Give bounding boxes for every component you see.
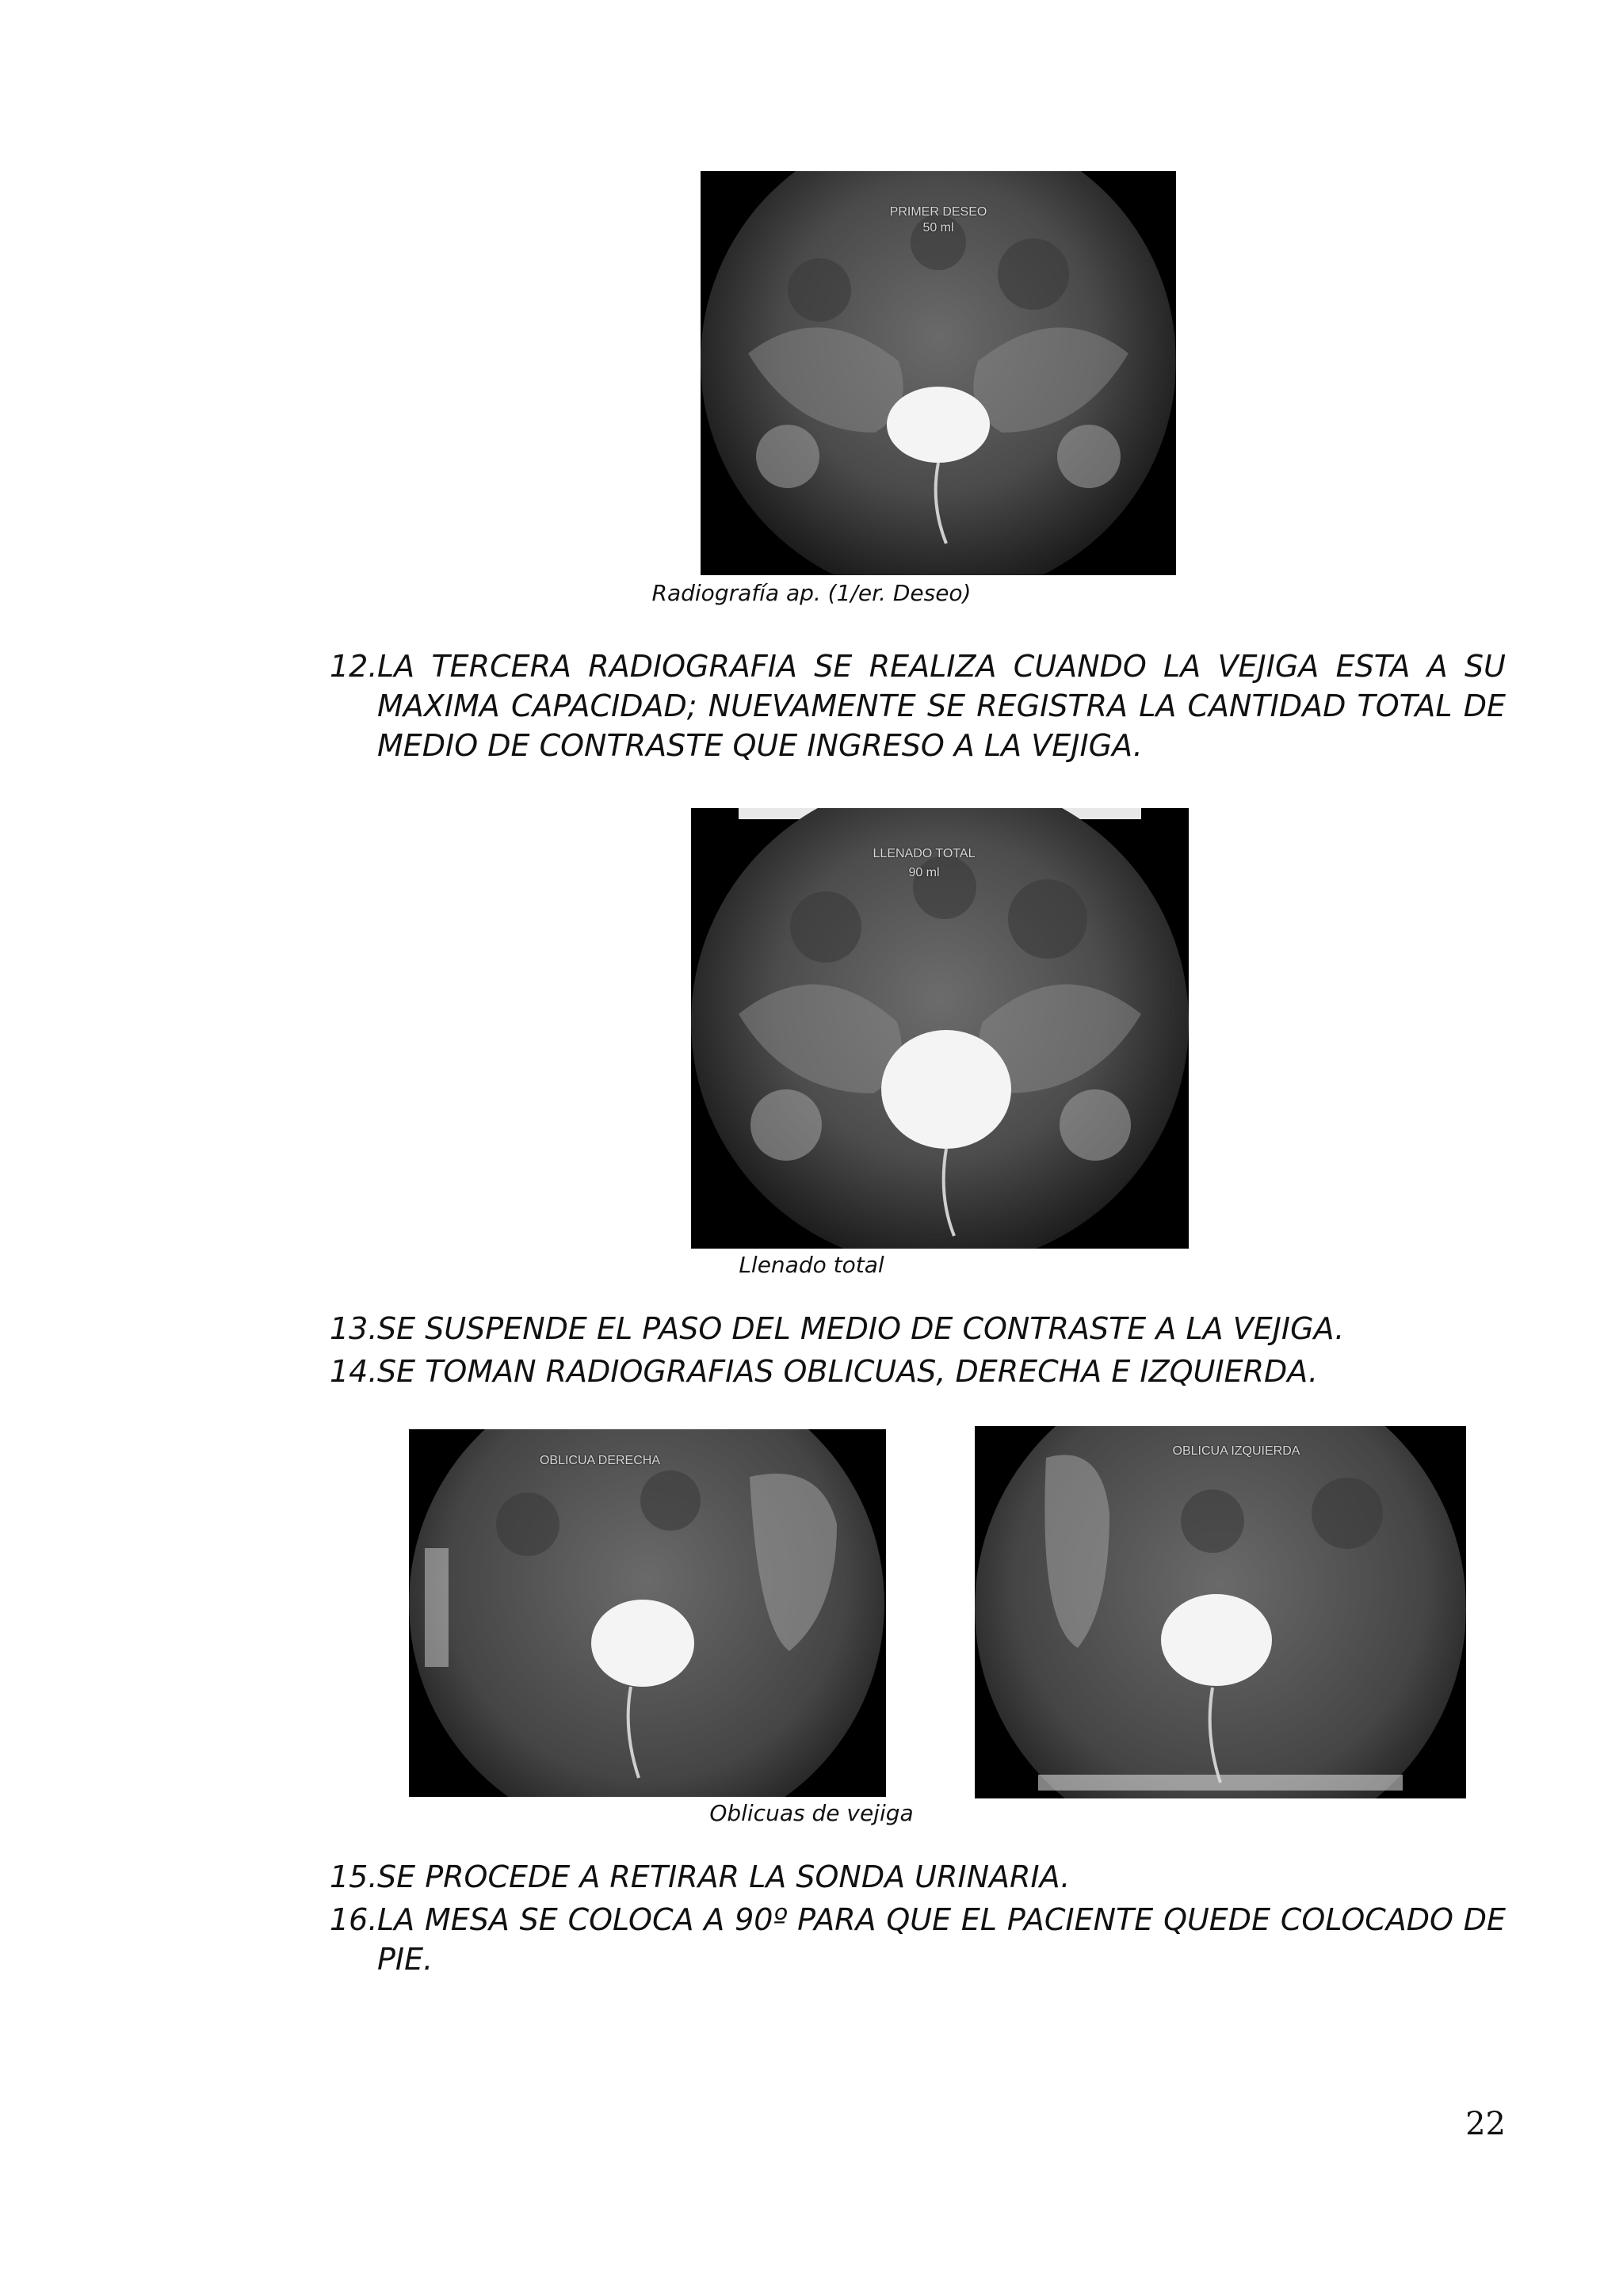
page-number: 22 bbox=[1465, 2106, 1506, 2142]
list-item-text: LA TERCERA RADIOGRAFIA SE REALIZA CUANDO LA VEJIGA ESTA A SU MAXIMA CAPACIDAD; NUEVAMENTE SE REGISTRA LA CANTIDAD TOTAL DE MEDIO DE CONTRASTE QUE INGRESO A LA VEJIGA. bbox=[377, 649, 1506, 763]
list-item-number: 13. bbox=[330, 1311, 378, 1346]
radiograph-oblicua-izquierda bbox=[975, 1426, 1466, 1798]
list-item-number: 16. bbox=[330, 1902, 378, 1937]
list-item-number: 15. bbox=[330, 1859, 378, 1894]
list-item bbox=[330, 1352, 1506, 1391]
overlay-label-line1: PRIMER DESEO bbox=[889, 205, 987, 219]
list-item-number: 14. bbox=[330, 1354, 378, 1389]
figure-caption: Oblicuas de vejiga bbox=[709, 1800, 914, 1826]
overlay-label-line1: LLENADO TOTAL bbox=[873, 847, 976, 860]
radiograph-oblicua-derecha bbox=[409, 1429, 886, 1797]
list-item bbox=[330, 1900, 1506, 1979]
overlay-label: OBLICUA DERECHA bbox=[539, 1454, 661, 1467]
figure-caption: Radiografía ap. (1/er. Deseo) bbox=[651, 580, 972, 606]
list-item bbox=[330, 1857, 1506, 1897]
list-item-text: SE PROCEDE A RETIRAR LA SONDA URINARIA. bbox=[377, 1859, 1071, 1894]
list-item bbox=[330, 646, 1506, 765]
overlay-label-line2: 50 ml bbox=[922, 221, 954, 235]
list-item-number: 12. bbox=[330, 649, 378, 684]
figure-caption: Llenado total bbox=[739, 1252, 884, 1278]
list-item-text: SE SUSPENDE EL PASO DEL MEDIO DE CONTRASTE A LA VEJIGA. bbox=[377, 1311, 1345, 1346]
radiograph-primer-deseo bbox=[701, 171, 1176, 575]
list-item bbox=[330, 1309, 1506, 1348]
overlay-label: OBLICUA IZQUIERDA bbox=[1172, 1444, 1300, 1458]
radiograph-llenado-total bbox=[691, 808, 1189, 1249]
list-item-text: LA MESA SE COLOCA A 90º PARA QUE EL PACIENTE QUEDE COLOCADO DE PIE. bbox=[377, 1902, 1506, 1977]
list-item-text: SE TOMAN RADIOGRAFIAS OBLICUAS, DERECHA E IZQUIERDA. bbox=[377, 1354, 1319, 1389]
overlay-label-line2: 90 ml bbox=[908, 866, 940, 879]
